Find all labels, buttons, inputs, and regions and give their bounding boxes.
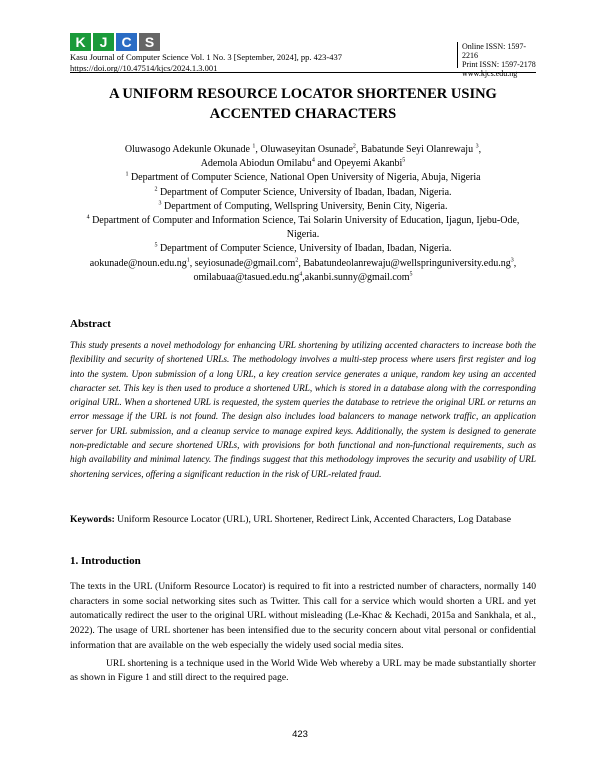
affiliation-line [70,242,536,256]
author-sup: 1 [252,143,256,150]
title-line-2: ACCENTED CHARACTERS [209,106,397,122]
affiliation-text: Department of Computer Science, University of Ibadan, Ibadan, Nigeria. [157,186,452,198]
logo-tile-j: J [93,33,114,51]
affiliation-sup: 3 [158,200,162,207]
author-sup: 2 [352,143,356,150]
affiliation-sup: 2 [154,186,158,193]
author-sup: 3 [475,143,479,150]
logo-tile-c: C [116,33,137,51]
paper-title [70,84,536,124]
affiliation-line [70,214,536,228]
online-issn: Online ISSN: 1597-2216 [462,42,526,60]
logo-tile-k: K [70,33,91,51]
author-separator: , [478,144,482,155]
author-name: Oluwasogo Adekunle Okunade [124,144,253,155]
email-sup: 5 [409,271,413,278]
keywords-label: Keywords: [70,514,115,525]
abstract-text: This study presents a novel methodology for enhancing URL shortening by utilizing accented characters to increase both the flexibility and security of shortened URLs. The methodology involves a multi-step process where users first register and log into the system. Upon submission of a long URL, a key creation service generates a unique, random key using an accented character set. This key is then used to produce a shortened URL, which is stored in a database along with the corresponding original URL. When a shortened URL is requested, the system queries the database to retrieve the original URL or returns an error message if the URL is not found. The design also includes load balancers to manage network traffic, an application server for URL submission, and a cleanup service to manage expired keys. Additionally, the system is designed to generate non-predictable and secure shortened URLs, with provisions for both functional and non-functional requirements, such as high availability and minimal latency. The findings suggest that this methodology improves the security and usability of URL shortening services, offering a significant reduction in the risk of URL-related fraud. [70,340,536,479]
author-name: , Babatunde Seyi Olanrewaju [355,144,476,155]
affiliation-sup: 1 [125,172,129,179]
author-line-2 [70,157,536,171]
doi-link[interactable]: https://doi.org//10.47514/kjcs/2024.1.3.001 [70,62,218,73]
introduction-heading: 1. Introduction [70,555,141,567]
email-link[interactable]: aokunade@noun.edu.ng [89,257,187,269]
email-sup: 2 [295,257,299,264]
page-number: 423 [292,729,308,740]
intro-paragraph-2: URL shortening is a technique used in the World Wide Web whereby a URL may be made substantially shorter as shown in Figure 1 and still direct to the required page. [70,657,536,684]
title-line-1: A UNIFORM RESOURCE LOCATOR SHORTENER USING [109,86,497,102]
journal-website[interactable]: www.kjcs.edu.ng [462,69,518,78]
affiliation-text: Department of Computing, Wellspring University, Benin City, Nigeria. [161,200,448,212]
affiliation-line [70,200,536,214]
print-issn: Print ISSN: 1597-2178 [462,60,536,69]
affiliation-line [70,171,536,185]
issn-block [457,42,540,78]
affiliation-text: Department of Computer Science, National Open University of Nigeria, Abuja, Nigeria [128,172,481,184]
author-name: and Opeyemi Akanbi [314,158,403,170]
affiliation-sup: 5 [154,243,158,250]
email-sup: 1 [186,257,190,264]
keywords-line [70,514,570,526]
journal-citation [70,52,342,73]
logo-tile-s: S [139,33,160,51]
author-line-1 [70,143,536,157]
email-line-1 [70,257,536,271]
affiliation-line [70,228,536,242]
email-link[interactable]: omilabuaa@tasued.edu.ng [193,271,300,283]
author-sup: 5 [402,157,406,164]
affiliation-text: Nigeria. [286,229,320,241]
email-sup: 4 [299,271,303,278]
journal-line: Kasu Journal of Computer Science Vol. 1 No. 3 [September, 2024], pp. 423-437 [70,52,343,62]
affiliation-text: Department of Computer and Information Science, Tai Solarin University of Education, Ijagun, Ijebu-Ode, [89,215,520,227]
email-link[interactable]: , Babatundeolanrewaju@wellspringuniversity.edu.ng [298,257,511,269]
author-name: Ademola Abiodun Omilabu [200,158,312,170]
email-link[interactable]: , seyiosunade@gmail.com [189,257,296,269]
authors-block [70,143,536,285]
keywords-text: Uniform Resource Locator (URL), URL Shortener, Redirect Link, Accented Characters, Log Database [114,514,511,525]
email-sup: 3 [510,257,514,264]
abstract-heading: Abstract [70,318,111,330]
affiliation-text: Department of Computer Science, University of Ibadan, Ibadan, Nigeria. [157,243,452,255]
affiliation-sup: 4 [86,214,90,221]
affiliation-line [70,186,536,200]
header-divider [70,72,536,73]
email-line-2 [70,271,536,285]
journal-logo [70,33,160,51]
author-name: , Oluwaseyitan Osunade [255,144,353,155]
email-separator: , [513,257,517,269]
introduction-body [70,580,536,689]
intro-paragraph-1: The texts in the URL (Uniform Resource Locator) is required to fit into a restricted number of characters, normally 140 characters in some social networking sites such as Twitter. This call for a service which would shorten a URL and yet automatically redirect the user to the original URL without misleading (Le-Khac & Kechadi, 2015a and Sankhala, et al., 2022). The usage of URL shortener has been intensified due to the security concern about vital personal or confidential information that are available on the web especially the widely used social media sites. [70,581,536,651]
author-sup: 4 [311,157,315,164]
email-link[interactable]: ,akanbi.sunny@gmail.com [302,271,410,283]
